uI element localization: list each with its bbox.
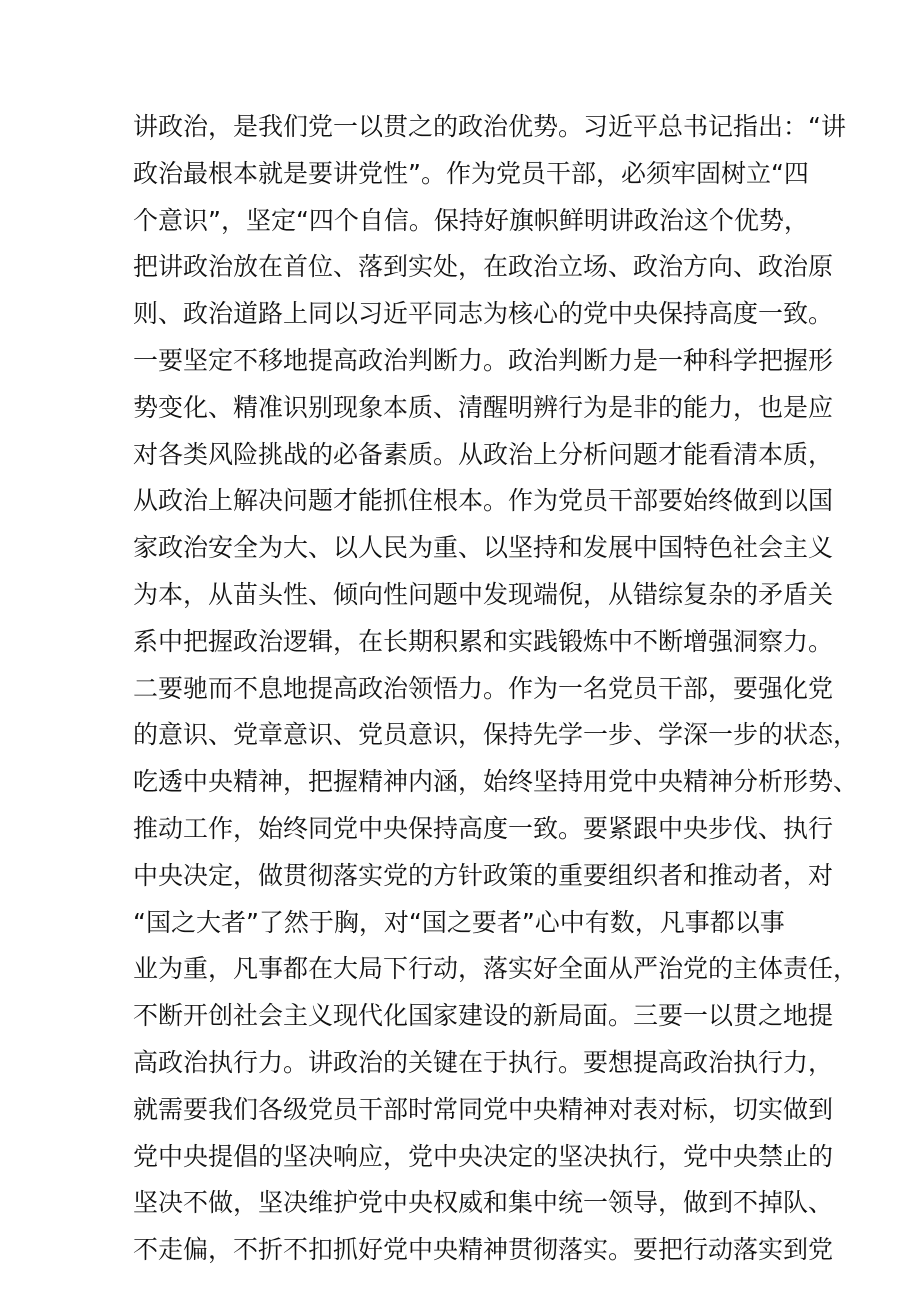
text-line: 高政治执行力。讲政治的关键在于执行。要想提高政治执行力， bbox=[133, 1047, 834, 1077]
text-line: 家政治安全为大、以人民为重、以坚持和发展中国特色社会主义 bbox=[133, 533, 834, 563]
text-line: “国之大者”了然于胸，对“国之要者”心中有数，凡事都以事 bbox=[133, 907, 785, 937]
text-line: 党中央提倡的坚决响应，党中央决定的坚决执行，党中央禁止的 bbox=[133, 1141, 834, 1171]
text-line: 二要驰而不息地提高政治领悟力。作为一名党员干部，要强化党 bbox=[133, 673, 834, 703]
text-line: 把讲政治放在首位、落到实处，在政治立场、政治方向、政治原 bbox=[133, 252, 834, 282]
text-line: 推动工作，始终同党中央保持高度一致。要紧跟中央步伐、执行 bbox=[133, 813, 834, 843]
text-line: 为本，从苗头性、倾向性问题中发现端倪，从错综复杂的矛盾关 bbox=[133, 579, 834, 609]
text-line: 吃透中央精神，把握精神内涵，始终坚持用党中央精神分析形势、 bbox=[133, 767, 859, 797]
text-line: 中央决定，做贯彻落实党的方针政策的重要组织者和推动者，对 bbox=[133, 860, 834, 890]
text-line: 的意识、党章意识、党员意识，保持先学一步、学深一步的状态， bbox=[133, 720, 859, 750]
text-line: 系中把握政治逻辑，在长期积累和实践锻炼中不断增强洞察力。 bbox=[133, 626, 834, 656]
text-line: 业为重，凡事都在大局下行动，落实好全面从严治党的主体责任， bbox=[133, 954, 859, 984]
text-line: 不走偏，不折不扣抓好党中央精神贯彻落实。要把行动落实到党 bbox=[133, 1235, 834, 1265]
text-line: 讲政治，是我们党一以贯之的政治优势。习近平总书记指出：“讲 bbox=[133, 112, 846, 141]
text-line: 就需要我们各级党员干部时常同党中央精神对表对标，切实做到 bbox=[133, 1094, 834, 1124]
text-line: 坚决不做，坚决维护党中央权威和集中统一领导，做到不掉队、 bbox=[133, 1188, 834, 1218]
body-paragraph bbox=[133, 104, 859, 1274]
text-line: 对各类风险挑战的必备素质。从政治上分析问题才能看清本质， bbox=[133, 439, 834, 469]
text-line: 一要坚定不移地提高政治判断力。政治判断力是一种科学把握形 bbox=[133, 345, 834, 375]
text-line: 个意识”，坚定“四个自信。保持好旗帜鲜明讲政治这个优势， bbox=[133, 205, 809, 235]
text-line: 则、政治道路上同以习近平同志为核心的党中央保持高度一致。 bbox=[133, 299, 834, 329]
text-line: 不断开创社会主义现代化国家建设的新局面。三要一以贯之地提 bbox=[133, 1001, 834, 1031]
text-line: 政治最根本就是要讲党性”。作为党员干部，必须牢固树立“四 bbox=[133, 158, 809, 188]
text-line: 从政治上解决问题才能抓住根本。作为党员干部要始终做到以国 bbox=[133, 486, 834, 516]
text-line: 势变化、精准识别现象本质、清醒明辨行为是非的能力，也是应 bbox=[133, 392, 834, 422]
